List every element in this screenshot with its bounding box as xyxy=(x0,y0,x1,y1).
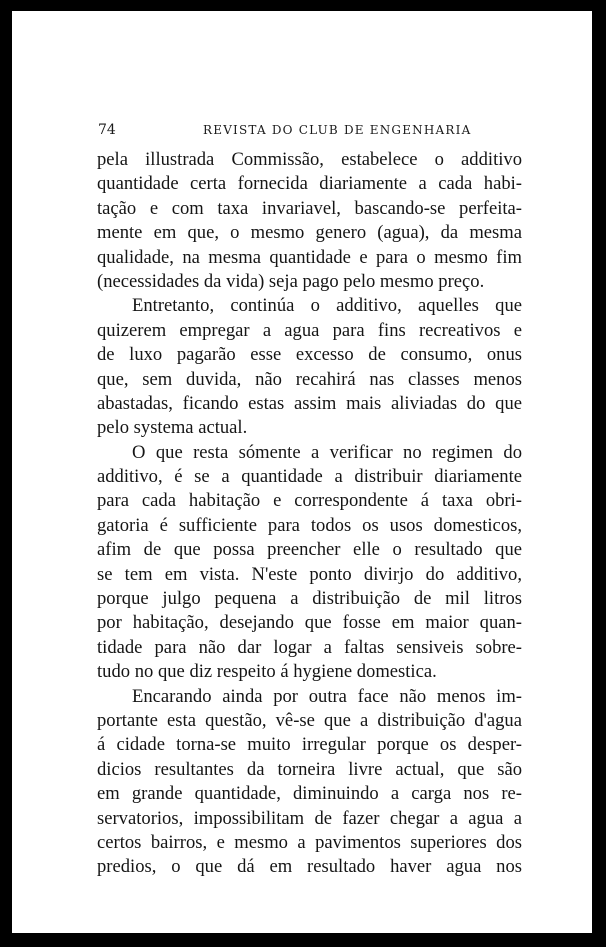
text-line: quizerem empregar a agua para fins recreativos e xyxy=(97,319,522,341)
text-line: Entretanto, continúa o additivo, aquelles que xyxy=(132,295,522,317)
text-line: mente em que, o mesmo genero (agua), da mesma xyxy=(97,222,522,244)
body-text xyxy=(97,148,522,880)
text-line: pelo systema actual. xyxy=(97,417,248,439)
text-line: tudo no que diz respeito á hygiene domestica. xyxy=(97,661,437,683)
text-line: para cada habitação e correspondente á taxa obri- xyxy=(97,490,522,512)
text-line: servatorios, impossibilitam de fazer chegar a agua a xyxy=(97,807,522,829)
text-line: se tem em vista. N'este ponto divirjo do additivo, xyxy=(97,563,522,585)
text-line: gatoria é sufficiente para todos os usos domesticos, xyxy=(97,514,522,536)
page-header xyxy=(98,122,518,142)
text-line: quantidade certa fornecida diariamente a cada habi- xyxy=(97,173,522,195)
page-number: 74 xyxy=(98,122,116,138)
text-line: tação e com taxa invariavel, bascando-se perfeita- xyxy=(97,197,522,219)
text-line: qualidade, na mesma quantidade e para o mesmo fim xyxy=(97,246,522,268)
text-line: á cidade torna-se muito irregular porque os desper- xyxy=(97,734,522,756)
text-line: que, sem duvida, não recahirá nas classes menos xyxy=(97,368,522,390)
text-line: dicios resultantes da torneira livre actual, que são xyxy=(97,758,522,780)
text-line: em grande quantidade, diminuindo a carga nos re- xyxy=(97,783,522,805)
text-line: pela illustrada Commissão, estabelece o additivo xyxy=(97,149,522,170)
book-page xyxy=(12,11,592,933)
text-line: porque julgo pequena a distribuição de mil litros xyxy=(97,588,522,610)
text-line: tidade para não dar logar a faltas sensiveis sobre- xyxy=(97,636,522,658)
text-line: Encarando ainda por outra face não menos im- xyxy=(132,685,522,707)
text-line: O que resta sómente a verificar no regimen do xyxy=(132,441,522,463)
text-line: abastadas, ficando estas assim mais aliviadas do que xyxy=(97,392,522,414)
text-line: additivo, é se a quantidade a distribuir diariamente xyxy=(97,466,522,488)
text-line: predios, o que dá em resultado haver agua nos xyxy=(97,856,522,878)
text-line: por habitação, desejando que fosse em maior quan- xyxy=(97,612,522,634)
running-title: REVISTA DO CLUB DE ENGENHARIA xyxy=(203,123,472,137)
text-line: portante esta questão, vê-se que a distribuição d'agua xyxy=(97,709,522,731)
text-line: (necessidades da vida) seja pago pelo mesmo preço. xyxy=(97,270,485,292)
text-line: de luxo pagarão esse excesso de consumo, onus xyxy=(97,344,522,366)
text-line: certos bairros, e mesmo a pavimentos superiores dos xyxy=(97,831,522,853)
text-line: afim de que possa preencher elle o resultado que xyxy=(97,539,522,561)
